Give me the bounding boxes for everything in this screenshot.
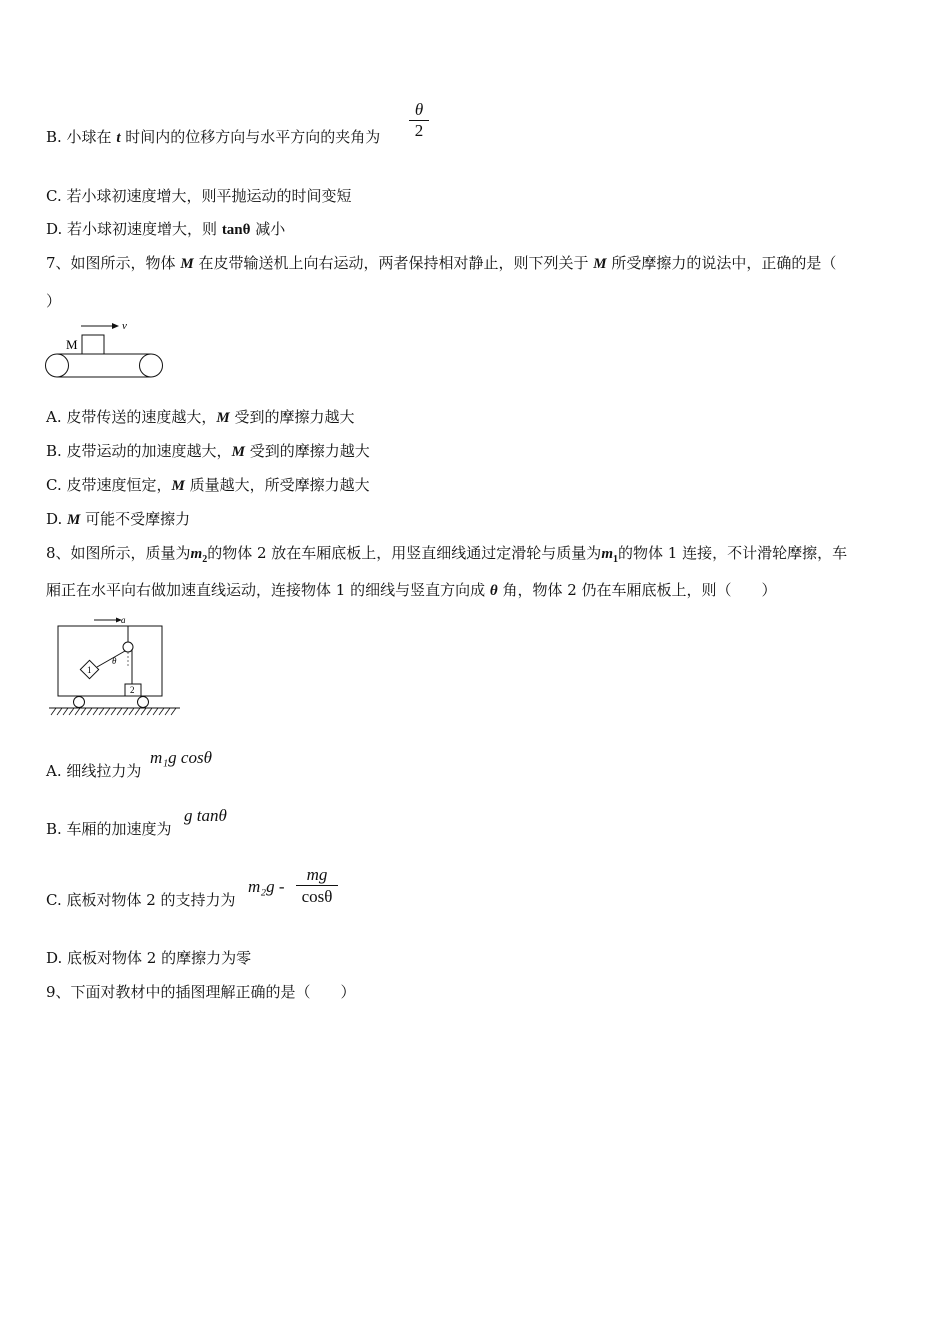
q8-optb-text: B. 车厢的加速度为 bbox=[46, 820, 172, 838]
left-roller bbox=[46, 354, 69, 377]
q7-optc-text: C. 皮带速度恒定， bbox=[46, 476, 172, 494]
theta-label: θ bbox=[112, 656, 117, 666]
q8-stem-line1 bbox=[46, 543, 847, 570]
q8-optb-formula: g tanθ bbox=[184, 806, 227, 825]
ground-hatching bbox=[51, 708, 176, 715]
q8-option-d: D. 底板对物体 2 的摩擦力为零 bbox=[46, 949, 252, 967]
q8-stem1-b: 的物体 2 放在车厢底板上，用竖直细线通过定滑轮与质量为 bbox=[207, 544, 602, 562]
q6-optd-math: tanθ bbox=[221, 222, 251, 238]
q8-option-b bbox=[46, 819, 172, 839]
q7-option-d bbox=[46, 509, 190, 530]
q8-stem2-b: 角，物体 2 仍在车厢底板上，则（ ） bbox=[502, 581, 777, 599]
q6-option-b bbox=[46, 127, 380, 148]
fraction-numerator: mg bbox=[306, 865, 328, 884]
q8-stem2-a: 厢正在水平向右做加速直线运动，连接物体 1 的细线与竖直方向成 bbox=[46, 581, 486, 599]
right-wheel bbox=[138, 697, 149, 708]
q6-optd-text: D. 若小球初速度增大，则 bbox=[46, 220, 218, 238]
q8-option-c bbox=[46, 890, 236, 910]
q7-optd-text2: 可能不受摩擦力 bbox=[85, 510, 191, 528]
q8-stem1-m2-sub: 2 bbox=[202, 554, 208, 565]
q7-optc-text2: 质量越大，所受摩擦力越大 bbox=[189, 476, 370, 494]
q6-optd-text2: 减小 bbox=[255, 220, 286, 238]
q7-optb-var: M bbox=[231, 444, 245, 460]
q8-stem1-m2: m bbox=[190, 546, 203, 562]
q7-stem-end: ） bbox=[46, 292, 62, 310]
fraction-denominator: 2 bbox=[414, 121, 424, 140]
q7-opta-text: A. 皮带传送的速度越大， bbox=[46, 408, 217, 426]
fraction-denominator: cosθ bbox=[301, 887, 333, 906]
velocity-label: v bbox=[122, 320, 127, 332]
q9-stem: 9、下面对教材中的插图理解正确的是（ ） bbox=[46, 983, 356, 1001]
block-m-label: M bbox=[66, 337, 78, 352]
left-wheel bbox=[74, 697, 85, 708]
q8-stem1-m1: m bbox=[601, 546, 613, 562]
q7-option-c bbox=[46, 475, 370, 496]
q8-optc-formula: m₂g - bbox=[248, 877, 285, 896]
object-1-label: 1 bbox=[87, 665, 92, 675]
q6-optb-var: t bbox=[116, 130, 121, 146]
q7-stem-b: 在皮带输送机上向右运动，两者保持相对静止，则下列关于 bbox=[198, 254, 589, 272]
q7-stem-var2: M bbox=[593, 256, 607, 272]
q6-optb-fraction bbox=[409, 100, 429, 141]
q7-stem-a: 7、如图所示，物体 bbox=[46, 254, 176, 272]
q8-opta-formula: m₁g cosθ bbox=[150, 748, 212, 767]
velocity-arrow-head bbox=[112, 323, 119, 329]
q8-option-a bbox=[46, 761, 141, 781]
q7-stem-c: 所受摩擦力的说法中，正确的是（ bbox=[611, 254, 837, 272]
accel-label: a bbox=[121, 615, 126, 625]
q7-optb-text2: 受到的摩擦力越大 bbox=[249, 442, 370, 460]
q8-stem1-a: 8、如图所示，质量为 bbox=[46, 544, 191, 562]
q8-stem1-m1-sub: 1 bbox=[612, 554, 618, 565]
q7-option-b bbox=[46, 441, 370, 462]
q6-optb-text: B. 小球在 bbox=[46, 128, 112, 146]
q7-optc-var: M bbox=[171, 478, 185, 494]
q7-optd-var: M bbox=[67, 512, 81, 528]
q8-stem2-theta: θ bbox=[489, 583, 498, 599]
right-roller bbox=[140, 354, 163, 377]
q7-optb-text: B. 皮带运动的加速度越大， bbox=[46, 442, 232, 460]
q6-optb-text2: 时间内的位移方向与水平方向的夹角为 bbox=[125, 128, 381, 146]
q6-option-c: C. 若小球初速度增大，则平抛运动的时间变短 bbox=[46, 187, 352, 205]
q8-opta-text: A. 细线拉力为 bbox=[46, 762, 142, 780]
block-m bbox=[82, 335, 104, 354]
object-2-label: 2 bbox=[130, 685, 135, 695]
q7-opta-var: M bbox=[216, 410, 230, 426]
carriage-pulley-figure bbox=[46, 612, 184, 718]
q7-option-a bbox=[46, 407, 355, 428]
carriage-box bbox=[58, 626, 162, 696]
q7-stem bbox=[46, 253, 836, 274]
fraction-numerator: θ bbox=[414, 100, 424, 119]
conveyor-belt-figure bbox=[44, 318, 166, 382]
q8-optc-fraction bbox=[296, 864, 338, 907]
q7-optd-text: D. bbox=[46, 510, 63, 528]
q6-option-d bbox=[46, 219, 285, 240]
q8-optc-text: C. 底板对物体 2 的支持力为 bbox=[46, 891, 236, 909]
q7-stem-var1: M bbox=[180, 256, 194, 272]
q8-stem-line2 bbox=[46, 580, 777, 601]
q7-opta-text2: 受到的摩擦力越大 bbox=[234, 408, 355, 426]
q8-stem1-c: 的物体 1 连接，不计滑轮摩擦，车 bbox=[617, 544, 848, 562]
